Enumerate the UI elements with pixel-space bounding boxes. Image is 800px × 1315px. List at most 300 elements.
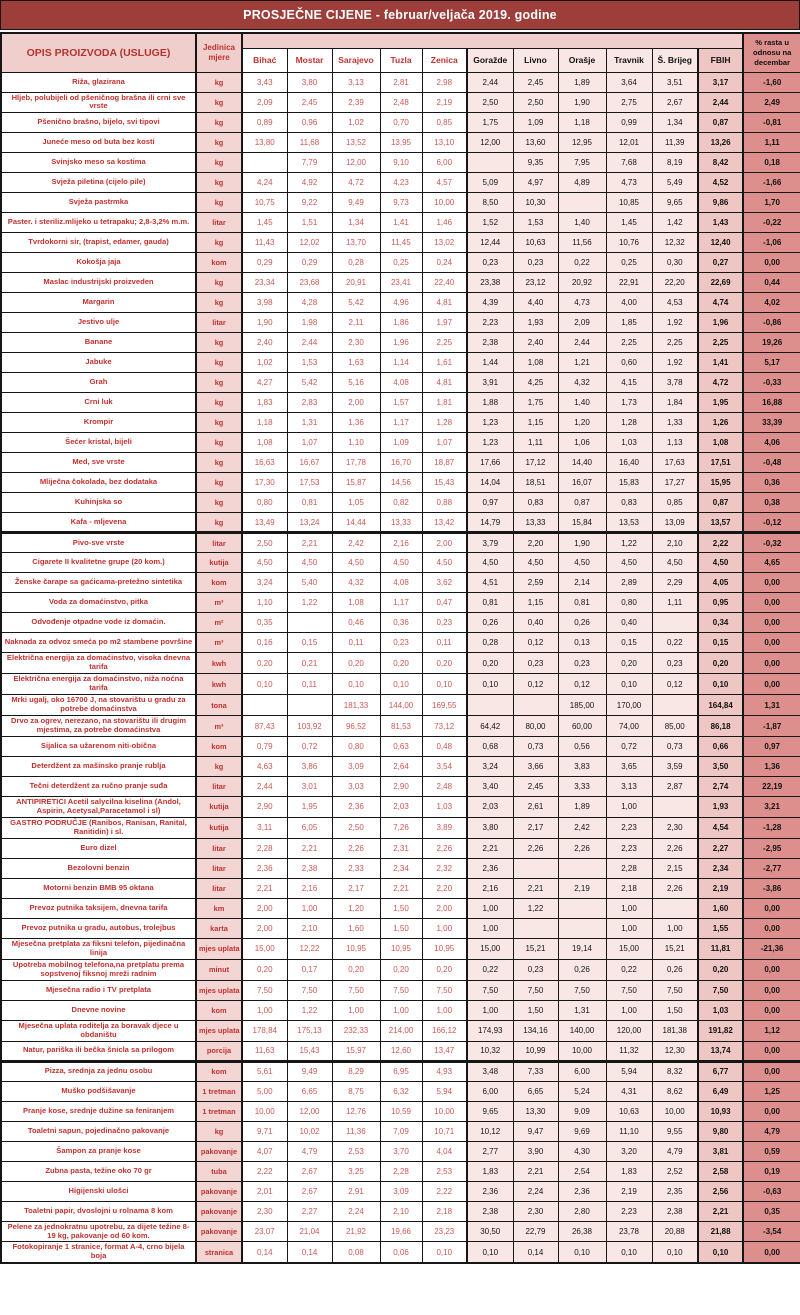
table-row — [1, 898, 800, 918]
price-cell: 11,63 — [242, 1041, 287, 1061]
price-cell: 1,08 — [332, 593, 380, 613]
price-cell: 18,51 — [513, 473, 558, 493]
price-cell — [513, 918, 558, 938]
fbih-price-cell: 9,80 — [698, 1121, 743, 1141]
fbih-price-cell: 17,51 — [698, 453, 743, 473]
price-cell: 0,35 — [242, 613, 287, 633]
pct-growth-cell: 0,59 — [743, 1141, 800, 1161]
table-row — [1, 493, 800, 513]
price-cell: 2,23 — [606, 817, 652, 838]
price-cell: 0,29 — [242, 253, 287, 273]
unit-cell: kom — [196, 737, 242, 757]
price-cell: 2,26 — [422, 838, 467, 858]
price-cell: 12,00 — [332, 153, 380, 173]
fbih-price-cell: 1,03 — [698, 1000, 743, 1020]
price-cell: 2,10 — [380, 1201, 422, 1221]
price-cell: 175,13 — [287, 1020, 332, 1041]
product-label: Crni luk — [1, 393, 196, 413]
price-cell: 1,08 — [242, 433, 287, 453]
product-label: Pšenično brašno, bijelo, svi tipovi — [1, 113, 196, 133]
price-cell: 4,27 — [242, 373, 287, 393]
table-row — [1, 1201, 800, 1221]
price-cell: 0,83 — [513, 493, 558, 513]
price-cell: 1,18 — [558, 113, 606, 133]
pct-growth-cell: 0,97 — [743, 737, 800, 757]
pct-growth-cell: 5,17 — [743, 353, 800, 373]
price-cell: 0,17 — [287, 959, 332, 980]
unit-cell: mjes uplata — [196, 938, 242, 959]
price-cell: 3,80 — [287, 72, 332, 92]
unit-cell: kom — [196, 573, 242, 593]
price-cell: 2,00 — [242, 898, 287, 918]
price-cell: 0,88 — [422, 493, 467, 513]
fbih-price-cell: 2,22 — [698, 533, 743, 553]
price-cell: 1,36 — [332, 413, 380, 433]
unit-cell: kom — [196, 1061, 242, 1081]
price-cell: 5,61 — [242, 1061, 287, 1081]
pct-growth-cell: 4,65 — [743, 553, 800, 573]
price-cell: 134,16 — [513, 1020, 558, 1041]
fbih-price-cell: 2,44 — [698, 92, 743, 113]
table-row — [1, 433, 800, 453]
price-cell: 10,30 — [513, 193, 558, 213]
product-label: Dnevne novine — [1, 1000, 196, 1020]
pct-growth-cell: 0,35 — [743, 1201, 800, 1221]
price-cell: 2,45 — [513, 72, 558, 92]
price-cell: 80,00 — [513, 716, 558, 737]
fbih-price-cell: 2,34 — [698, 858, 743, 878]
price-cell: 4,73 — [606, 173, 652, 193]
price-cell: 20,88 — [652, 1221, 698, 1242]
price-cell: 9,49 — [287, 1061, 332, 1081]
price-cell: 0,10 — [242, 674, 287, 695]
price-cell: 5,24 — [558, 1081, 606, 1101]
pct-growth-cell: -0,48 — [743, 453, 800, 473]
unit-cell: karta — [196, 918, 242, 938]
product-label: GASTRO PODRUČJE (Ranibos, Ranisan, Ranital, Ranitidin) i sl. — [1, 817, 196, 838]
price-cell: 4,07 — [242, 1141, 287, 1161]
price-cell: 178,84 — [242, 1020, 287, 1041]
fbih-price-cell: 1,26 — [698, 413, 743, 433]
price-cell: 3,43 — [242, 72, 287, 92]
column-header-unit: Jedinica mjere — [196, 33, 242, 72]
unit-cell: kg — [196, 113, 242, 133]
column-header-city: Travnik — [606, 48, 652, 72]
unit-cell: tuba — [196, 1161, 242, 1181]
table-row — [1, 213, 800, 233]
price-cell: 13,33 — [513, 513, 558, 533]
price-cell: 16,67 — [287, 453, 332, 473]
price-cell: 1,03 — [606, 433, 652, 453]
price-cell: 0,26 — [558, 959, 606, 980]
pct-growth-cell: 0,00 — [743, 959, 800, 980]
price-cell: 0,89 — [242, 113, 287, 133]
fbih-price-cell: 0,27 — [698, 253, 743, 273]
price-cell: 1,13 — [652, 433, 698, 453]
price-cell: 1,97 — [422, 313, 467, 333]
price-cell: 1,00 — [467, 1000, 513, 1020]
product-label: Med, sve vrste — [1, 453, 196, 473]
product-label: Fotokopiranje 1 stranice, format A-4, crno bijela boja — [1, 1242, 196, 1263]
unit-cell: kg — [196, 473, 242, 493]
table-row — [1, 393, 800, 413]
table-row — [1, 293, 800, 313]
price-cell: 0,20 — [422, 653, 467, 674]
fbih-price-cell: 1,41 — [698, 353, 743, 373]
price-cell: 0,20 — [422, 959, 467, 980]
price-cell: 4,81 — [422, 293, 467, 313]
price-cell: 9,55 — [652, 1121, 698, 1141]
table-row — [1, 533, 800, 553]
price-cell: 10,85 — [606, 193, 652, 213]
price-cell: 7,50 — [332, 980, 380, 1000]
price-cell: 1,15 — [513, 593, 558, 613]
price-cell: 3,48 — [467, 1061, 513, 1081]
column-header-city: Mostar — [287, 48, 332, 72]
price-cell: 2,00 — [332, 393, 380, 413]
price-cell: 2,30 — [242, 1201, 287, 1221]
price-cell: 1,31 — [558, 1000, 606, 1020]
unit-cell: kg — [196, 273, 242, 293]
price-cell: 0,48 — [422, 737, 467, 757]
price-cell: 0,10 — [606, 1242, 652, 1263]
price-cell: 2,20 — [513, 533, 558, 553]
unit-cell: kg — [196, 513, 242, 533]
fbih-price-cell: 9,86 — [698, 193, 743, 213]
unit-cell: litar — [196, 777, 242, 797]
price-cell — [652, 613, 698, 633]
price-cell: 10,12 — [467, 1121, 513, 1141]
product-label: Riža, glazirana — [1, 72, 196, 92]
table-row — [1, 838, 800, 858]
unit-cell: kutija — [196, 817, 242, 838]
table-row — [1, 313, 800, 333]
price-cell: 2,54 — [558, 1161, 606, 1181]
pct-growth-cell: -0,32 — [743, 533, 800, 553]
price-cell: 0,13 — [558, 633, 606, 653]
pct-growth-cell: 0,18 — [743, 153, 800, 173]
price-cell: 30,50 — [467, 1221, 513, 1242]
price-cell: 6,65 — [287, 1081, 332, 1101]
price-cell: 1,46 — [422, 213, 467, 233]
price-cell: 0,47 — [422, 593, 467, 613]
price-cell: 8,19 — [652, 153, 698, 173]
price-cell: 0,40 — [513, 613, 558, 633]
product-label: Pizza, srednja za jednu osobu — [1, 1061, 196, 1081]
table-row — [1, 1061, 800, 1081]
table-row — [1, 695, 800, 716]
price-cell: 1,00 — [332, 1000, 380, 1020]
unit-cell: litar — [196, 213, 242, 233]
unit-cell: kg — [196, 72, 242, 92]
unit-cell: km — [196, 898, 242, 918]
price-cell: 4,30 — [558, 1141, 606, 1161]
price-cell: 5,49 — [652, 173, 698, 193]
price-cell: 73,12 — [422, 716, 467, 737]
pct-growth-cell: 0,00 — [743, 918, 800, 938]
price-cell: 3,24 — [242, 573, 287, 593]
price-cell: 2,20 — [422, 878, 467, 898]
price-cell: 0,14 — [242, 1242, 287, 1263]
fbih-price-cell: 4,72 — [698, 373, 743, 393]
price-cell: 1,17 — [380, 413, 422, 433]
price-cell: 0,81 — [287, 493, 332, 513]
price-cell: 2,03 — [467, 797, 513, 818]
product-label: Šećer kristal, bijeli — [1, 433, 196, 453]
price-cell: 2,77 — [467, 1141, 513, 1161]
price-table-body — [1, 72, 800, 1263]
price-cell: 2,67 — [287, 1181, 332, 1201]
table-row — [1, 513, 800, 533]
price-cell: 7,09 — [380, 1121, 422, 1141]
price-cell: 1,23 — [467, 433, 513, 453]
product-label: Upotreba mobilnog telefona,na pretplatu prema sopstvenoj fiksnoj mreži radnim — [1, 959, 196, 980]
fbih-price-cell: 0,87 — [698, 113, 743, 133]
price-cell: 10,00 — [558, 1041, 606, 1061]
column-header-products: OPIS PROIZVODA (USLUGE) — [1, 33, 196, 72]
product-label: Juneće meso od buta bez kosti — [1, 133, 196, 153]
price-cell: 10,02 — [287, 1121, 332, 1141]
table-row — [1, 273, 800, 293]
pct-growth-cell: 0,38 — [743, 493, 800, 513]
city-group-band — [242, 33, 743, 48]
pct-growth-cell: 0,44 — [743, 273, 800, 293]
unit-cell: litar — [196, 858, 242, 878]
product-label: Jestivo ulje — [1, 313, 196, 333]
price-cell: 1,22 — [287, 593, 332, 613]
pct-growth-cell: 0,00 — [743, 253, 800, 273]
price-cell: 3,33 — [558, 777, 606, 797]
product-label: Euro dizel — [1, 838, 196, 858]
price-cell: 0,14 — [513, 1242, 558, 1263]
price-cell: 10,71 — [422, 1121, 467, 1141]
price-cell: 3,79 — [467, 533, 513, 553]
price-cell: 12,95 — [558, 133, 606, 153]
fbih-price-cell: 11,81 — [698, 938, 743, 959]
product-label: Zubna pasta, težine oko 70 gr — [1, 1161, 196, 1181]
price-cell: 14,56 — [380, 473, 422, 493]
price-cell: 0,06 — [380, 1242, 422, 1263]
column-header-city: Orašje — [558, 48, 606, 72]
price-cell: 181,33 — [332, 695, 380, 716]
price-cell: 4,51 — [467, 573, 513, 593]
product-label: Toaletni papir, dvoslojni u rolnama 8 kom — [1, 1201, 196, 1221]
fbih-price-cell: 8,42 — [698, 153, 743, 173]
pct-growth-cell: 1,36 — [743, 757, 800, 777]
price-cell: 1,00 — [606, 918, 652, 938]
price-cell: 4,23 — [380, 173, 422, 193]
price-cell: 15,00 — [467, 938, 513, 959]
price-cell: 0,20 — [380, 653, 422, 674]
price-cell: 6,95 — [380, 1061, 422, 1081]
price-cell: 0,25 — [606, 253, 652, 273]
table-row — [1, 1141, 800, 1161]
price-cell: 1,22 — [287, 1000, 332, 1020]
price-cell: 1,89 — [558, 72, 606, 92]
pct-growth-cell: -0,86 — [743, 313, 800, 333]
price-cell: 7,50 — [606, 980, 652, 1000]
price-cell: 1,00 — [287, 898, 332, 918]
price-cell: 1,42 — [652, 213, 698, 233]
pct-growth-cell: -3,86 — [743, 878, 800, 898]
product-label: Jabuke — [1, 353, 196, 373]
price-cell: 3,80 — [467, 817, 513, 838]
price-cell: 2,30 — [652, 817, 698, 838]
table-row — [1, 817, 800, 838]
price-cell: 4,08 — [380, 373, 422, 393]
product-label: Kokošja jaja — [1, 253, 196, 273]
unit-cell: porcija — [196, 1041, 242, 1061]
price-cell: 2,00 — [422, 898, 467, 918]
price-cell: 1,96 — [380, 333, 422, 353]
fbih-price-cell: 4,52 — [698, 173, 743, 193]
unit-cell: pakovanje — [196, 1201, 242, 1221]
table-row — [1, 1081, 800, 1101]
price-cell: 17,66 — [467, 453, 513, 473]
price-cell: 1,00 — [422, 918, 467, 938]
price-cell: 8,75 — [332, 1081, 380, 1101]
unit-cell: kg — [196, 92, 242, 113]
table-row — [1, 453, 800, 473]
price-cell: 10,95 — [380, 938, 422, 959]
unit-cell: mjes uplata — [196, 1020, 242, 1041]
price-cell: 15,43 — [422, 473, 467, 493]
price-cell: 4,50 — [242, 553, 287, 573]
product-label: Paster. i steriliz.mlijeko u tetrapaku; 2,8-3,2% m.m. — [1, 213, 196, 233]
price-cell: 9,10 — [380, 153, 422, 173]
price-cell: 15,87 — [332, 473, 380, 493]
price-cell: 11,39 — [652, 133, 698, 153]
price-cell: 6,00 — [422, 153, 467, 173]
table-row — [1, 153, 800, 173]
table-row — [1, 72, 800, 92]
price-cell: 2,39 — [332, 92, 380, 113]
fbih-price-cell: 2,21 — [698, 1201, 743, 1221]
price-cell: 1,20 — [332, 898, 380, 918]
price-cell: 22,20 — [652, 273, 698, 293]
price-cell: 2,28 — [242, 838, 287, 858]
table-row — [1, 653, 800, 674]
price-cell: 2,16 — [380, 533, 422, 553]
price-cell — [558, 858, 606, 878]
price-cell: 2,67 — [287, 1161, 332, 1181]
fbih-price-cell: 0,20 — [698, 653, 743, 674]
price-cell: 2,36 — [467, 858, 513, 878]
price-cell: 0,83 — [606, 493, 652, 513]
price-cell: 2,36 — [242, 858, 287, 878]
price-cell: 3,65 — [606, 757, 652, 777]
price-cell: 3,89 — [422, 817, 467, 838]
table-row — [1, 777, 800, 797]
unit-cell: minut — [196, 959, 242, 980]
price-cell: 2,19 — [606, 1181, 652, 1201]
unit-cell: kom — [196, 1000, 242, 1020]
pct-growth-cell: 0,00 — [743, 593, 800, 613]
fbih-price-cell: 1,93 — [698, 797, 743, 818]
price-cell: 0,82 — [380, 493, 422, 513]
table-row — [1, 233, 800, 253]
price-cell: 2,17 — [332, 878, 380, 898]
price-cell: 2,59 — [513, 573, 558, 593]
price-cell: 2,38 — [467, 1201, 513, 1221]
price-cell: 6,00 — [467, 1081, 513, 1101]
price-cell: 9,73 — [380, 193, 422, 213]
price-cell: 1,00 — [380, 1000, 422, 1020]
price-cell: 2,18 — [606, 878, 652, 898]
price-cell: 23,68 — [287, 273, 332, 293]
pct-growth-cell: 4,06 — [743, 433, 800, 453]
price-cell: 0,10 — [606, 674, 652, 695]
table-row — [1, 92, 800, 113]
pct-growth-cell: -0,33 — [743, 373, 800, 393]
price-cell: 4,97 — [513, 173, 558, 193]
price-cell: 2,50 — [467, 92, 513, 113]
price-cell: 0,20 — [332, 653, 380, 674]
price-cell: 2,25 — [606, 333, 652, 353]
price-cell: 3,78 — [652, 373, 698, 393]
unit-cell: pakovanje — [196, 1221, 242, 1242]
price-cell: 15,43 — [287, 1041, 332, 1061]
price-cell: 3,59 — [652, 757, 698, 777]
fbih-price-cell: 3,50 — [698, 757, 743, 777]
unit-cell: m³ — [196, 633, 242, 653]
unit-cell: kg — [196, 193, 242, 213]
price-cell: 14,44 — [332, 513, 380, 533]
price-cell: 166,12 — [422, 1020, 467, 1041]
pct-growth-cell: -1,06 — [743, 233, 800, 253]
price-cell: 1,92 — [652, 353, 698, 373]
price-cell: 1,33 — [652, 413, 698, 433]
price-cell: 4,57 — [422, 173, 467, 193]
pct-growth-cell: 0,00 — [743, 1000, 800, 1020]
price-cell: 0,29 — [287, 253, 332, 273]
fbih-price-cell: 1,95 — [698, 393, 743, 413]
price-cell: 0,12 — [513, 674, 558, 695]
price-cell: 9,65 — [652, 193, 698, 213]
price-cell: 14,04 — [467, 473, 513, 493]
unit-cell: kg — [196, 413, 242, 433]
price-cell: 1,09 — [380, 433, 422, 453]
unit-cell: tona — [196, 695, 242, 716]
pct-growth-cell: -1,28 — [743, 817, 800, 838]
price-cell: 3,03 — [332, 777, 380, 797]
price-cell: 23,07 — [242, 1221, 287, 1242]
price-cell: 1,00 — [652, 918, 698, 938]
price-cell: 103,92 — [287, 716, 332, 737]
price-cell: 5,42 — [332, 293, 380, 313]
pct-growth-cell: -1,60 — [743, 72, 800, 92]
price-cell: 1,15 — [513, 413, 558, 433]
price-cell — [242, 695, 287, 716]
product-label: Pivo-sve vrste — [1, 533, 196, 553]
price-cell: 0,68 — [467, 737, 513, 757]
price-cell: 8,50 — [467, 193, 513, 213]
fbih-price-cell: 1,08 — [698, 433, 743, 453]
price-cell — [467, 695, 513, 716]
fbih-price-cell: 4,50 — [698, 553, 743, 573]
price-cell: 0,28 — [467, 633, 513, 653]
price-cell: 6,00 — [558, 1061, 606, 1081]
price-cell: 16,07 — [558, 473, 606, 493]
price-cell: 2,45 — [287, 92, 332, 113]
fbih-price-cell: 2,58 — [698, 1161, 743, 1181]
price-cell: 1,20 — [558, 413, 606, 433]
price-cell: 15,21 — [652, 938, 698, 959]
price-cell: 1,81 — [422, 393, 467, 413]
price-cell: 13,60 — [513, 133, 558, 153]
price-cell: 2,36 — [467, 1181, 513, 1201]
price-cell: 23,34 — [242, 273, 287, 293]
